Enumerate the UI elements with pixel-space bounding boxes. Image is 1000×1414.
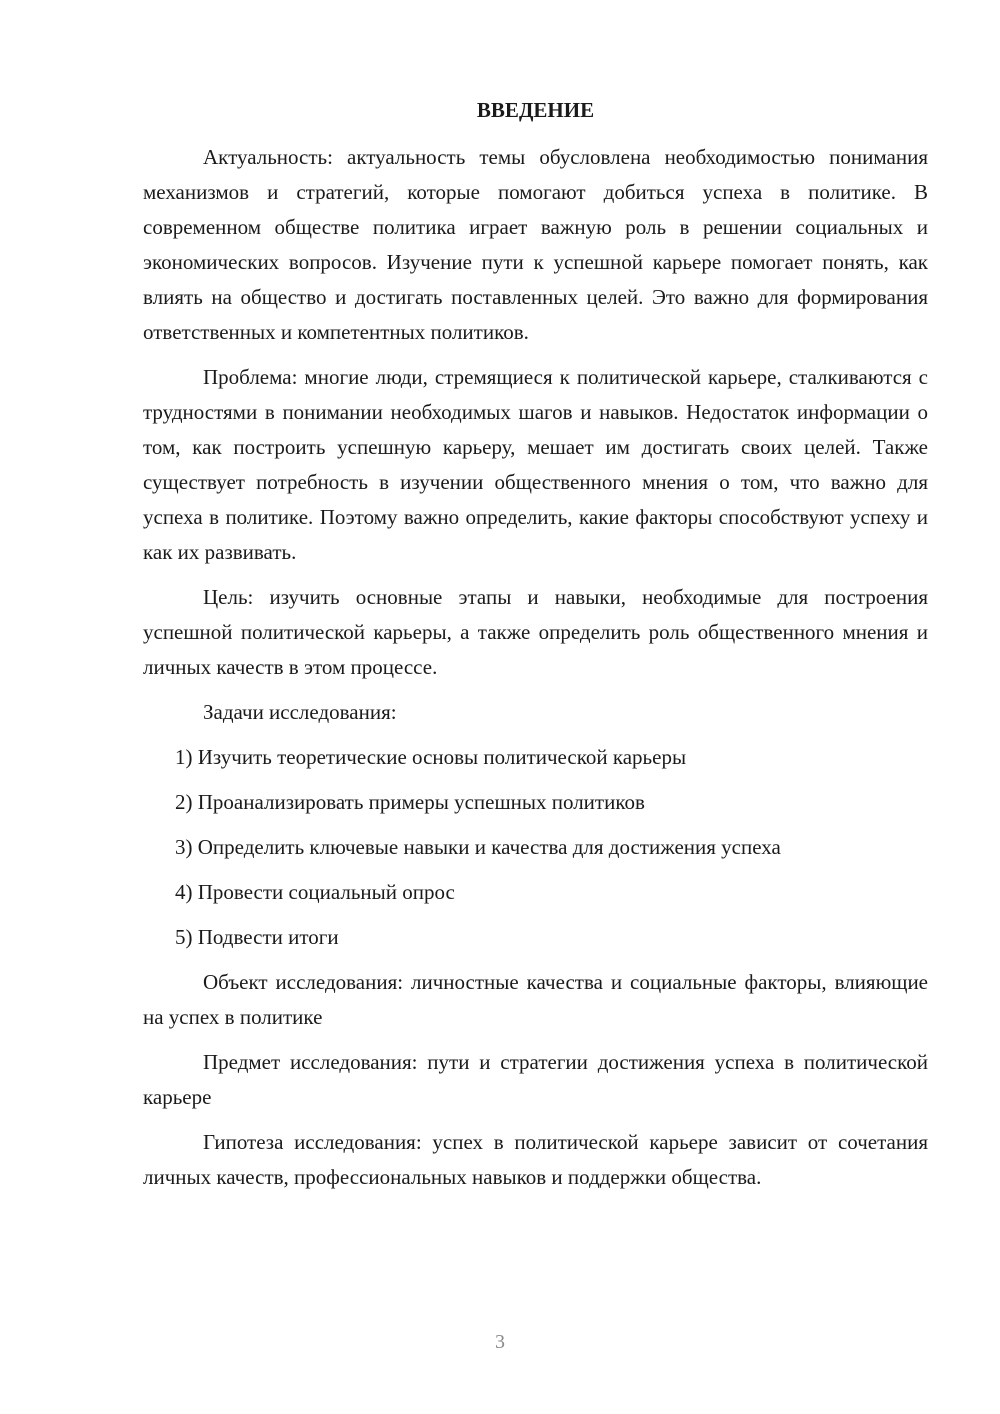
paragraph-problem: Проблема: многие люди, стремящиеся к политической карьере, сталкиваются с трудностями в понимании необходимых шагов и навыков. Недостаток информации о том, как построить успешную карьеру, мешает им достигать своих целей. Также существует потребность в изучении общественного мнения о том, что важно для успеха в политике. Поэтому важно определить, какие факторы способствуют успеху и как их развивать. xyxy=(143,365,928,564)
paragraph-subject: Предмет исследования: пути и стратегии достижения успеха в политической карьере xyxy=(143,1050,928,1109)
paragraph-goal: Цель: изучить основные этапы и навыки, необходимые для построения успешной политической карьеры, а также определить роль общественного мнения и личных качеств в этом процессе. xyxy=(143,585,928,679)
page-number: 3 xyxy=(495,1331,505,1353)
list-item: 4) Провести социальный опрос xyxy=(175,880,455,904)
document-page xyxy=(143,92,928,1205)
tasks-list xyxy=(143,740,928,955)
list-item: 2) Проанализировать примеры успешных политиков xyxy=(175,790,645,814)
paragraph-object: Объект исследования: личностные качества и социальные факторы, влияющие на успех в политике xyxy=(143,970,928,1029)
paragraph-hypothesis: Гипотеза исследования: успех в политической карьере зависит от сочетания личных качеств, профессиональных навыков и поддержки общества. xyxy=(143,1130,928,1189)
list-item: 3) Определить ключевые навыки и качества для достижения успеха xyxy=(175,835,781,859)
tasks-heading: Задачи исследования: xyxy=(203,700,397,724)
page-title: ВВЕДЕНИЕ xyxy=(476,98,595,122)
list-item: 1) Изучить теоретические основы политической карьеры xyxy=(175,745,687,769)
list-item: 5) Подвести итоги xyxy=(175,925,339,949)
paragraph-relevance: Актуальность: актуальность темы обусловлена необходимостью понимания механизмов и стратегий, которые помогают добиться успеха в политике. В современном обществе политика играет важную роль в решении социальных и экономических вопросов. Изучение пути к успешной карьере помогает понять, как влиять на общество и достигать поставленных целей. Это важно для формирования ответственных и компетентных политиков. xyxy=(143,145,928,344)
